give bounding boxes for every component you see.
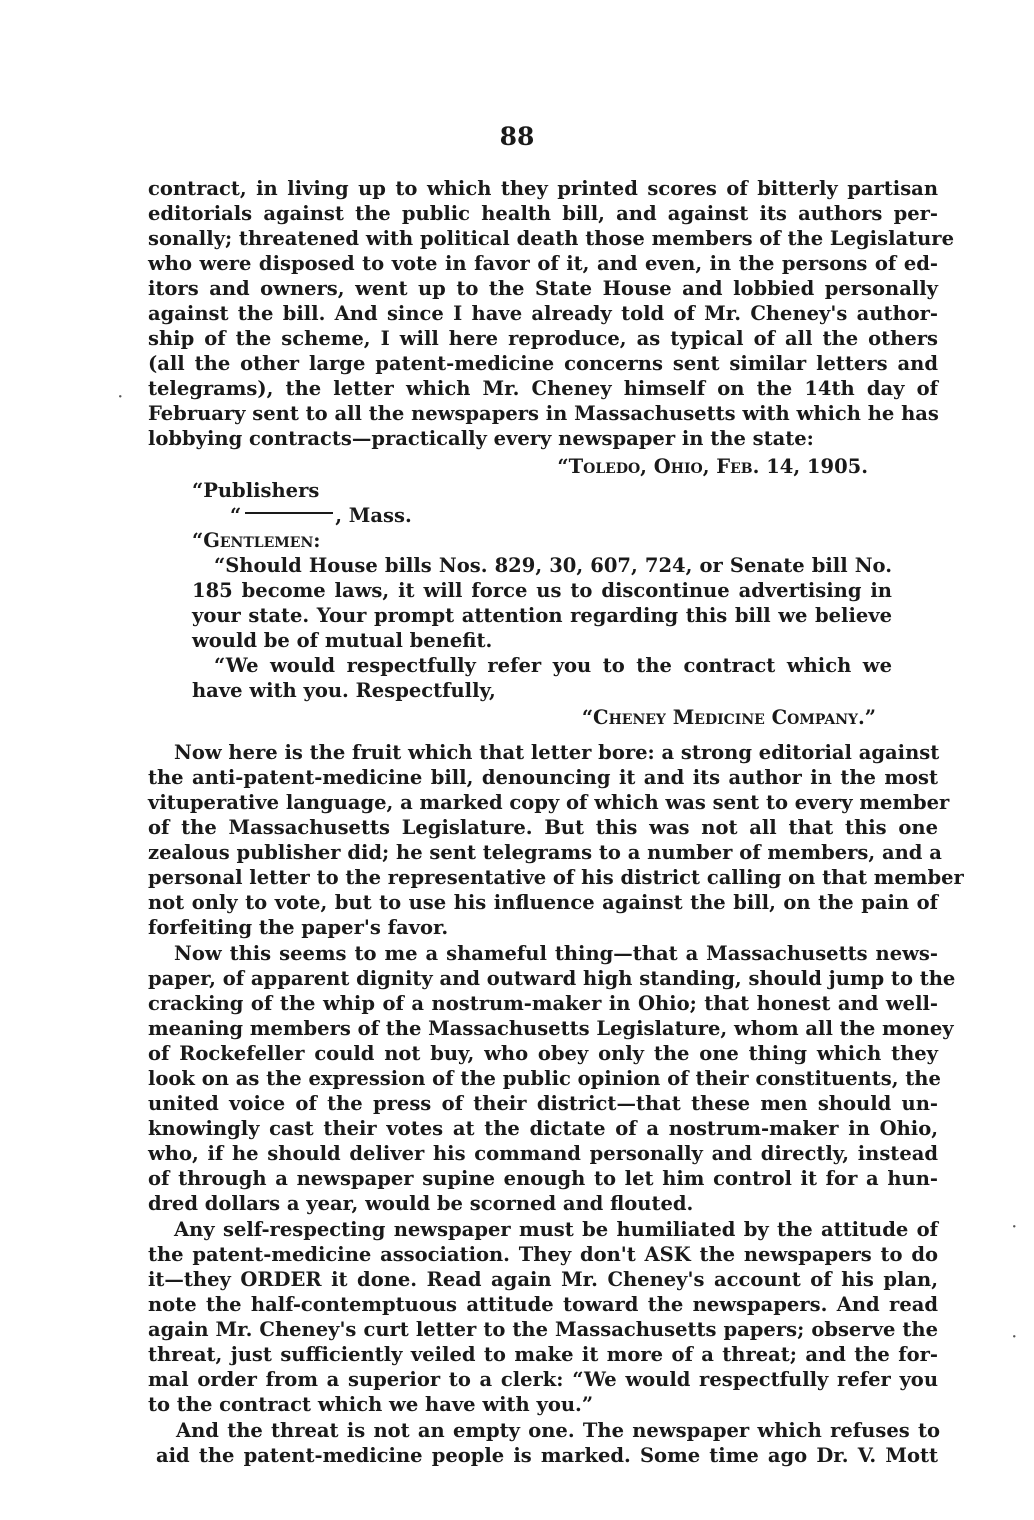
text-line: zealous publisher did; he sent telegrams to a number of members, and a [148, 841, 942, 864]
margin-speck: · [118, 390, 123, 405]
text-line: Now this seems to me a shameful thing—that a Massachusetts news- [174, 942, 938, 965]
text-line: not only to vote, but to use his influence against the bill, on the pain of [148, 891, 938, 914]
letter-body-line: have with you. Respectfully, [192, 679, 496, 702]
text-line: who, if he should deliver his command personally and directly, instead [148, 1142, 938, 1165]
text-line: Any self-respecting newspaper must be humiliated by the attitude of [174, 1218, 938, 1241]
text-line: it—they ORDER it done. Read again Mr. Cheney's account of his plan, [148, 1268, 938, 1291]
text-line: sonally; threatened with political death those members of the Legislature [148, 227, 954, 250]
text-line: vituperative language, a marked copy of which was sent to every member [148, 791, 950, 814]
text-line: contract, in living up to which they printed scores of bitterly partisan [148, 177, 938, 200]
letter-address-line [230, 503, 630, 528]
blank-open-quote: “ [230, 504, 242, 527]
letter-dateline-text: “Toledo, Ohio, Feb. 14, 1905. [557, 455, 868, 478]
text-line: ship of the scheme, I will here reproduce, as typical of all the others [148, 327, 938, 350]
text-line: of the Massachusetts Legislature. But this was not all that this one [148, 816, 938, 839]
text-line: forfeiting the paper's favor. [148, 916, 449, 939]
letter-greeting: “Gentlemen: [192, 529, 321, 552]
letter-dateline [500, 454, 868, 479]
text-line: of through a newspaper supine enough to let him control it for a hun- [148, 1167, 938, 1190]
text-line: telegrams), the letter which Mr. Cheney himself on the 14th day of [148, 377, 938, 400]
text-line: mal order from a superior to a clerk: “We would respectfully refer you [148, 1368, 938, 1391]
text-line: paper, of apparent dignity and outward high standing, should jump to the [148, 967, 956, 990]
text-line: knowingly cast their votes at the dictate of a nostrum-maker in Ohio, [148, 1117, 938, 1140]
letter-addressee: “Publishers [192, 479, 320, 502]
text-line: of Rockefeller could not buy, who obey only the one thing which they [148, 1042, 938, 1065]
text-line: against the bill. And since I have already told of Mr. Cheney's author- [148, 302, 938, 325]
text-line: aid the patent-medicine people is marked. Some time ago Dr. V. Mott [156, 1444, 938, 1467]
text-line: united voice of the press of their district—that these men should un- [148, 1092, 938, 1115]
text-line: Now here is the fruit which that letter bore: a strong editorial against [174, 741, 940, 764]
letter-body-line: “Should House bills Nos. 829, 30, 607, 724, or Senate bill No. [214, 554, 892, 577]
text-line: (all the other large patent-medicine concerns sent similar letters and [148, 352, 938, 375]
margin-speck: · [1012, 1220, 1017, 1235]
letter-body-line: 185 become laws, it will force us to discontinue advertising in [192, 579, 892, 602]
text-line: editorials against the public health bill, and against its authors per- [148, 202, 938, 225]
address-suffix: , Mass. [335, 504, 412, 527]
text-line: And the threat is not an empty one. The newspaper which refuses to [176, 1419, 940, 1442]
text-line: meaning members of the Massachusetts Legislature, whom all the money [148, 1017, 954, 1040]
text-line: dred dollars a year, would be scorned and flouted. [148, 1192, 694, 1215]
text-line: personal letter to the representative of his district calling on that member [148, 866, 964, 889]
margin-speck: · [1012, 1330, 1017, 1345]
letter-signature: “Cheney Medicine Company.” [581, 706, 876, 729]
text-line: threat, just sufficiently veiled to make it more of a threat; and the for- [148, 1343, 938, 1366]
text-line: note the half-contemptuous attitude toward the newspapers. And read [148, 1293, 938, 1316]
text-line: who were disposed to vote in favor of it, and even, in the persons of ed- [148, 252, 938, 275]
text-line: lobbying contracts—practically every newspaper in the state: [148, 427, 814, 450]
text-line: to the contract which we have with you.” [148, 1393, 594, 1416]
letter-body-line: your state. Your prompt attention regarding this bill we believe [192, 604, 892, 627]
text-line: February sent to all the newspapers in Massachusetts with which he has [148, 402, 939, 425]
text-line: cracking of the whip of a nostrum-maker in Ohio; that honest and well- [148, 992, 938, 1015]
letter-body-line: “We would respectfully refer you to the contract which we [214, 654, 892, 677]
text-line: again Mr. Cheney's curt letter to the Massachusetts papers; observe the [148, 1318, 938, 1341]
text-line: itors and owners, went up to the State House and lobbied personally [148, 277, 938, 300]
letter-body-line: would be of mutual benefit. [192, 629, 493, 652]
page-number: 88 [499, 122, 535, 151]
text-line: the anti-patent-medicine bill, denouncing it and its author in the most [148, 766, 938, 789]
text-line: the patent-medicine association. They don't ASK the newspapers to do [148, 1243, 938, 1266]
address-blank-line [245, 512, 333, 514]
text-line: look on as the expression of the public opinion of their constituents, the [148, 1067, 941, 1090]
